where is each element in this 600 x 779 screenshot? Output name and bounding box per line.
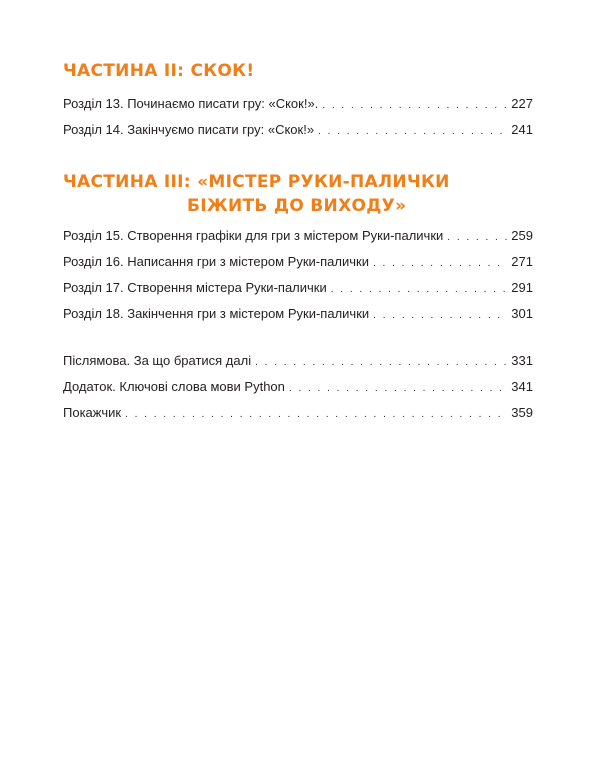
toc-entry-afterword[interactable] [63,348,533,374]
dot-leader [373,303,507,329]
toc-entry-page: 291 [511,280,533,295]
toc-entry-chapter-15[interactable] [63,223,533,249]
toc-entry-page: 227 [511,96,533,111]
toc-entry-title: Покажчик [63,405,122,420]
toc-entry-title: Розділ 14. Закінчуємо писати гру: «Скок!» [63,122,315,137]
toc-entry-chapter-18[interactable] [63,301,533,327]
toc-entry-title: Розділ 15. Створення графіки для гри з містером Руки-палички [63,228,444,243]
toc-entry-index[interactable] [63,400,533,426]
dot-leader [373,251,507,277]
toc-entry-chapter-17[interactable] [63,275,533,301]
part-3-toc-list [63,223,533,327]
part-3-heading [63,170,533,218]
toc-entry-title: Додаток. Ключові слова мови Python [63,379,285,394]
part-3-heading-line-2: БІЖИТЬ ДО ВИХОДУ» [187,196,407,216]
toc-entry-page: 359 [511,405,533,420]
part-2-heading: ЧАСТИНА II: СКОК! [63,61,255,81]
toc-entry-chapter-16[interactable] [63,249,533,275]
toc-entry-page: 301 [511,306,533,321]
toc-entry-page: 271 [511,254,533,269]
dot-leader [322,93,507,119]
part-2-toc-list [63,91,533,143]
backmatter-toc-list [63,348,533,426]
toc-entry-page: 241 [511,122,533,137]
toc-entry-title: Розділ 18. Закінчення гри з містером Руки-палички [63,306,370,321]
toc-entry-title: Розділ 16. Написання гри з містером Руки-палички [63,254,369,269]
dot-leader [125,402,507,428]
toc-entry-page: 331 [511,353,533,368]
part-3-heading-line-1: ЧАСТИНА III: «МІСТЕР РУКИ-ПАЛИЧКИ [63,172,450,192]
dot-leader [331,277,508,303]
dot-leader [255,350,507,376]
toc-entry-chapter-14[interactable] [63,117,533,143]
toc-entry-chapter-13[interactable] [63,91,533,117]
toc-entry-title: Розділ 13. Починаємо писати гру: «Скок!». [63,96,319,111]
toc-entry-appendix[interactable] [63,374,533,400]
toc-entry-page: 259 [511,228,533,243]
toc-entry-title: Розділ 17. Створення містера Руки-палички [63,280,327,295]
dot-leader [447,225,507,251]
toc-entry-page: 341 [511,379,533,394]
toc-entry-title: Післямова. За що братися далі [63,353,252,368]
dot-leader [289,376,507,402]
dot-leader [318,119,507,145]
